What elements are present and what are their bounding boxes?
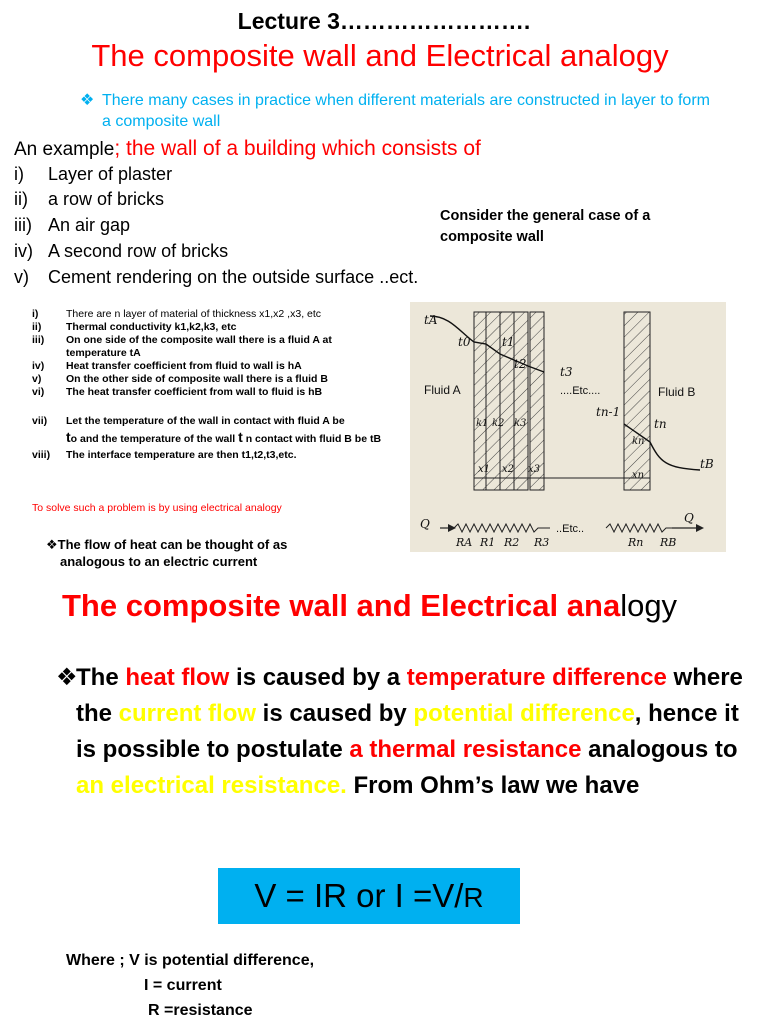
flow-line-2: analogous to an electric current [60, 554, 258, 569]
list-number: iv) [14, 241, 33, 261]
vii-text-a: Let the temperature of the wall in contact with fluid A be [66, 415, 345, 427]
list-text: Layer of plaster [48, 164, 173, 184]
diamond-bullet-icon: ❖ [80, 92, 95, 109]
label-t2: t2 [514, 357, 527, 371]
list-item [14, 189, 164, 210]
label-fluid-a: Fluid A [424, 383, 461, 397]
text-run-highlight: a thermal resistance [349, 736, 582, 763]
list-text: The heat transfer coefficient from wall to fluid is hB [66, 386, 323, 398]
label-xn: xn [632, 470, 645, 481]
label-tA: tA [424, 313, 438, 327]
label-RA: RA [456, 536, 473, 549]
consider-note: Consider the general case of a composite wall [440, 208, 651, 245]
where-block [66, 948, 314, 1023]
list-number: v) [14, 267, 29, 287]
resistor-chain [454, 524, 550, 532]
diamond-bullet-icon: ❖ [46, 537, 58, 552]
list-item [32, 373, 382, 386]
label-etc: ....Etc.... [560, 385, 601, 397]
list-item [32, 308, 382, 321]
formula-main: V = IR or I =V/ [254, 877, 464, 914]
composite-wall-diagram [410, 302, 726, 552]
text-run-highlight: current flow [118, 700, 257, 727]
analogy-text [76, 660, 756, 804]
label-t3: t3 [560, 365, 573, 379]
t0-symbol: t [66, 429, 71, 445]
label-RB: RB [660, 536, 677, 549]
text-run: The [76, 664, 126, 691]
label-R2: R2 [504, 536, 520, 549]
section-title-tail: logy [620, 588, 678, 623]
list-item [14, 267, 418, 288]
page-title: The composite wall and Electrical analogy [91, 38, 669, 73]
ohms-law-formula [218, 868, 520, 924]
section-title [62, 588, 677, 624]
where-line: R =resistance [148, 1002, 253, 1019]
list-item [14, 215, 130, 236]
label-k1: k1 [476, 418, 489, 429]
example-rest: ; the wall of a building which consists of [114, 137, 481, 160]
label-Rn: Rn [628, 536, 644, 549]
list-item [32, 321, 382, 334]
composite-wall-figure [410, 302, 726, 552]
vii-text-c: n contact with fluid B be tB [245, 433, 382, 445]
analogy-paragraph [56, 660, 756, 804]
list-text: The interface temperature are then t1,t2,t3,etc. [66, 449, 297, 461]
text-run: is caused by [256, 700, 414, 727]
intro-bullet [80, 90, 720, 132]
label-t0: t0 [458, 335, 471, 349]
list-text [66, 413, 382, 447]
conditions-list [32, 308, 382, 462]
list-item [14, 241, 228, 262]
list-text: Thermal conductivity k1,k2,k3, etc [66, 321, 237, 333]
label-t1: t1 [502, 335, 515, 349]
text-run: where the [76, 664, 743, 727]
label-q-right: Q [684, 511, 694, 525]
vii-text-b: o and the temperature of the wall [70, 433, 236, 445]
formula-r: R [463, 882, 484, 913]
list-number: v) [32, 373, 42, 385]
text-run: is caused by a [229, 664, 407, 691]
label-R3: R3 [534, 536, 550, 549]
list-item [32, 386, 382, 399]
lecture-heading: Lecture 3……………………. [237, 8, 531, 34]
list-text: a row of bricks [48, 189, 165, 209]
label-x2: x2 [502, 464, 515, 475]
text-run-highlight: an electrical resistance. [76, 772, 347, 799]
list-text: Heat transfer coefficient from fluid to wall is hA [66, 360, 302, 372]
diamond-bullet-icon: ❖ [56, 664, 78, 691]
list-text: Cement rendering on the outside surface ..ect. [48, 267, 419, 287]
text-run-highlight: temperature difference [406, 664, 667, 691]
label-k3: k3 [514, 418, 527, 429]
list-number: iii) [14, 215, 32, 235]
list-item [14, 164, 172, 185]
where-line: I = current [144, 977, 222, 994]
list-text: On one side of the composite wall there is a fluid A at temperature tA [66, 334, 332, 359]
example-lead: An example [14, 139, 115, 160]
wall-layer-n [624, 312, 650, 490]
list-item [32, 360, 382, 373]
flow-line-1: The flow of heat can be thought of as [57, 537, 288, 552]
example-line [14, 137, 481, 161]
where-line: Where ; V is potential difference, [66, 952, 315, 969]
wall-layer-4 [514, 312, 528, 490]
list-item [32, 413, 382, 447]
text-run-highlight: potential difference [413, 700, 635, 727]
list-text: There are n layer of material of thickness x1,x2 ,x3, etc [66, 308, 322, 320]
text-run: , hence it is possible to postulate [76, 700, 739, 763]
text-run: analogous to [581, 736, 738, 763]
label-kn: kn [632, 436, 645, 447]
list-number: iv) [32, 360, 45, 372]
arrow-right-icon [448, 524, 456, 532]
list-text: On the other side of composite wall there is a fluid B [66, 373, 328, 385]
intro-text: There many cases in practice when different materials are constructed in layer to form a composite wall [102, 92, 710, 130]
label-tn-1: tn-1 [596, 405, 621, 419]
text-run-highlight: heat flow [125, 664, 230, 691]
arrow-right-icon [696, 524, 704, 532]
list-number: vi) [32, 386, 45, 398]
list-number: viii) [32, 449, 51, 461]
resistor-chain-end [606, 524, 672, 532]
flow-note [46, 536, 346, 570]
list-number: i) [32, 308, 39, 320]
text-run: From Ohm’s law we have [346, 772, 640, 799]
label-x3: x3 [528, 464, 541, 475]
list-number: ii) [14, 189, 28, 209]
list-number: iii) [32, 334, 45, 346]
label-circuit-etc: ..Etc.. [556, 523, 585, 535]
list-item [32, 334, 382, 360]
label-R1: R1 [480, 536, 496, 549]
label-k2: k2 [492, 418, 505, 429]
list-number: i) [14, 164, 24, 184]
list-text: An air gap [48, 215, 131, 235]
label-q-left: Q [420, 517, 430, 531]
label-fluid-b: Fluid B [658, 385, 696, 399]
label-x1: x1 [478, 464, 491, 475]
list-number: vii) [32, 415, 48, 427]
label-tB: tB [700, 457, 714, 471]
list-text: A second row of bricks [48, 241, 229, 261]
list-number: ii) [32, 321, 42, 333]
list-item [32, 449, 382, 462]
tn-symbol: t [238, 429, 243, 445]
section-title-main: The composite wall and Electrical ana [62, 588, 621, 623]
label-tn: tn [654, 417, 667, 431]
solve-note: To solve such a problem is by using electrical analogy [32, 502, 282, 514]
